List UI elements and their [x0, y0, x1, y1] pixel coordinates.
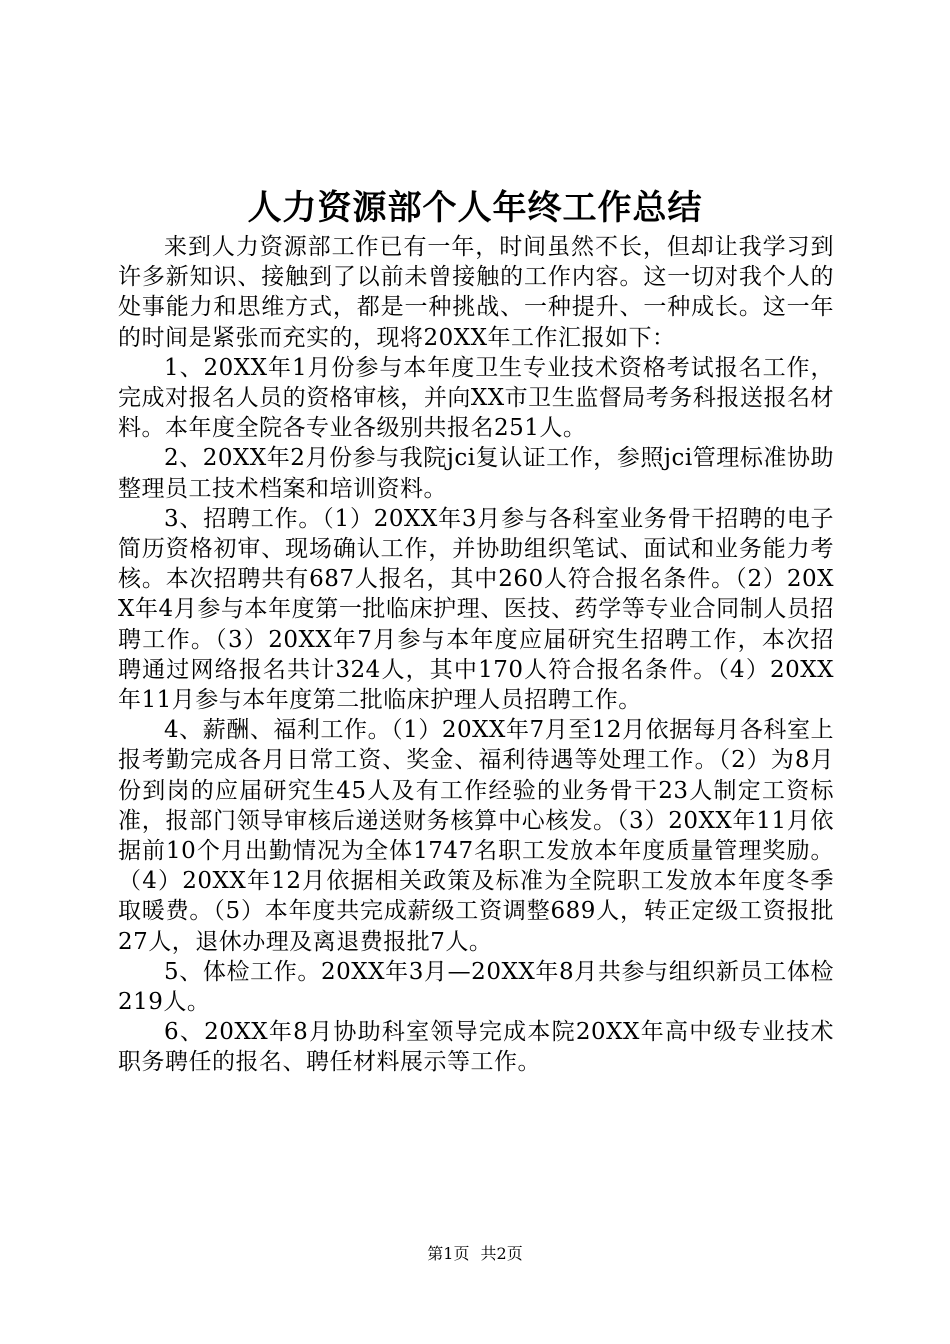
- paragraph-salary-benefits: 4、薪酬、福利工作。（1）20XX年7月至12月依据每月各科室上报考勤完成各月日常工资、奖金、福利待遇等处理工作。（2）为8月份到岗的应届研究生45人及有工作经验的业务骨干23人制定工资标准，报部门领导审核后递送财务核算中心核发。（3）20XX年11月依据前10个月出勤情况为全体1747名职工发放本年度质量管理奖励。（4）20XX年12月依据相关政策及标准为全院职工发放本年度冬季取暖费。（5）本年度共完成薪级工资调整689人，转正定级工资报批27人，退休办理及离退费报批7人。: [118, 717, 834, 955]
- document-body: [118, 232, 834, 1078]
- page-footer: [0, 1242, 950, 1266]
- page-number: 第1页: [427, 1244, 470, 1263]
- paragraph-exam-registration: 1、20XX年1月份参与本年度卫生专业技术资格考试报名工作，完成对报名人员的资格审核，并向XX市卫生监督局考务科报送报名材料。本年度全院各专业各级别共报名251人。: [118, 354, 834, 442]
- paragraph-recruitment: 3、招聘工作。（1）20XX年3月参与各科室业务骨干招聘的电子简历资格初审、现场确认工作，并协助组织笔试、面试和业务能力考核。本次招聘共有687人报名，其中260人符合报名条件。（2）20XX年4月参与本年度第一批临床护理、医技、药学等专业合同制人员招聘工作。（3）20XX年7月参与本年度应届研究生招聘工作，本次招聘通过网络报名共计324人，其中170人符合报名条件。（4）20XX年11月参与本年度第二批临床护理人员招聘工作。: [118, 505, 834, 714]
- paragraph-jci-certification: 2、20XX年2月份参与我院jci复认证工作，参照jci管理标准协助整理员工技术档案和培训资料。: [118, 445, 834, 502]
- intro-paragraph: 来到人力资源部工作已有一年，时间虽然不长，但却让我学习到许多新知识、接触到了以前未曾接触的工作内容。这一切对我个人的处事能力和思维方式，都是一种挑战、一种提升、一种成长。这一年的时间是紧张而充实的，现将20XX年工作汇报如下：: [118, 234, 834, 351]
- document-title: 人力资源部个人年终工作总结: [247, 188, 703, 228]
- page-total: 共2页: [480, 1244, 523, 1263]
- paragraph-title-appointment: 6、20XX年8月协助科室领导完成本院20XX年高中级专业技术职务聘任的报名、聘任材料展示等工作。: [118, 1019, 834, 1076]
- paragraph-physical-exam: 5、体检工作。20XX年3月—20XX年8月共参与组织新员工体检219人。: [118, 958, 834, 1016]
